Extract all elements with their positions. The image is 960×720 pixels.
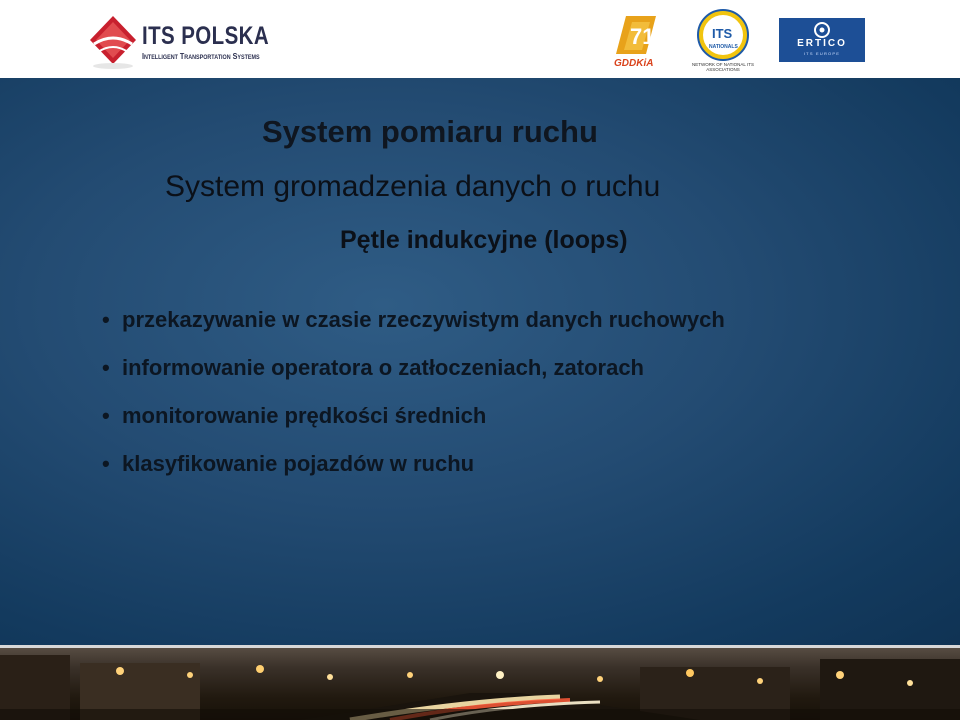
its-nationals-ring-icon <box>688 8 758 62</box>
bullet-item <box>102 354 725 402</box>
slide-section-heading: Pętle indukcyjne (loops) <box>340 226 628 254</box>
bullet-text: monitorowanie prędkości średnich <box>122 403 487 428</box>
its-nationals-logo <box>688 8 758 72</box>
bullet-text: informowanie operatora o zatłoczeniach, zatorach <box>122 355 644 380</box>
gddkia-logo <box>612 14 668 72</box>
city-lights-illustration <box>0 645 960 720</box>
bullet-item <box>102 306 725 354</box>
ertico-word: ERTICO <box>797 38 847 49</box>
bullet-dot-icon: • <box>102 307 110 332</box>
its-polska-name: ITS POLSKA <box>142 22 270 50</box>
its-nationals-word: ITS <box>712 26 733 41</box>
gddkia-number: 71 <box>630 24 655 49</box>
bullet-text: klasyfikowanie pojazdów w ruchu <box>122 451 475 476</box>
gddkia-label: GDDKiA <box>614 58 654 69</box>
night-traffic-photo-banner <box>0 645 960 720</box>
gddkia-emblem-icon <box>612 14 668 58</box>
slide-subtitle: System gromadzenia danych o ruchu <box>165 170 661 203</box>
ertico-logo <box>779 18 865 62</box>
bullet-dot-icon: • <box>102 403 110 428</box>
its-nationals-ring-text: NATIONALS <box>709 44 738 50</box>
bullet-item <box>102 402 725 450</box>
bullet-item <box>102 450 725 498</box>
bullet-list <box>102 306 725 498</box>
footer-separator <box>0 645 960 648</box>
slide-header <box>0 0 960 78</box>
bullet-text: przekazywanie w czasie rzeczywistym danych ruchowych <box>122 307 725 332</box>
its-polska-road-icon <box>88 14 138 70</box>
its-polska-tagline: Intelligent Transportation Systems <box>142 52 260 61</box>
bullet-dot-icon: • <box>102 355 110 380</box>
slide-title: System pomiaru ruchu <box>262 114 598 149</box>
ertico-sub: ITS EUROPE <box>803 51 841 56</box>
its-polska-logo <box>88 14 270 74</box>
ertico-emblem-icon <box>779 20 865 40</box>
bullet-dot-icon: • <box>102 451 110 476</box>
its-nationals-caption: NETWORK OF NATIONAL ITS ASSOCIATIONS <box>691 62 754 72</box>
